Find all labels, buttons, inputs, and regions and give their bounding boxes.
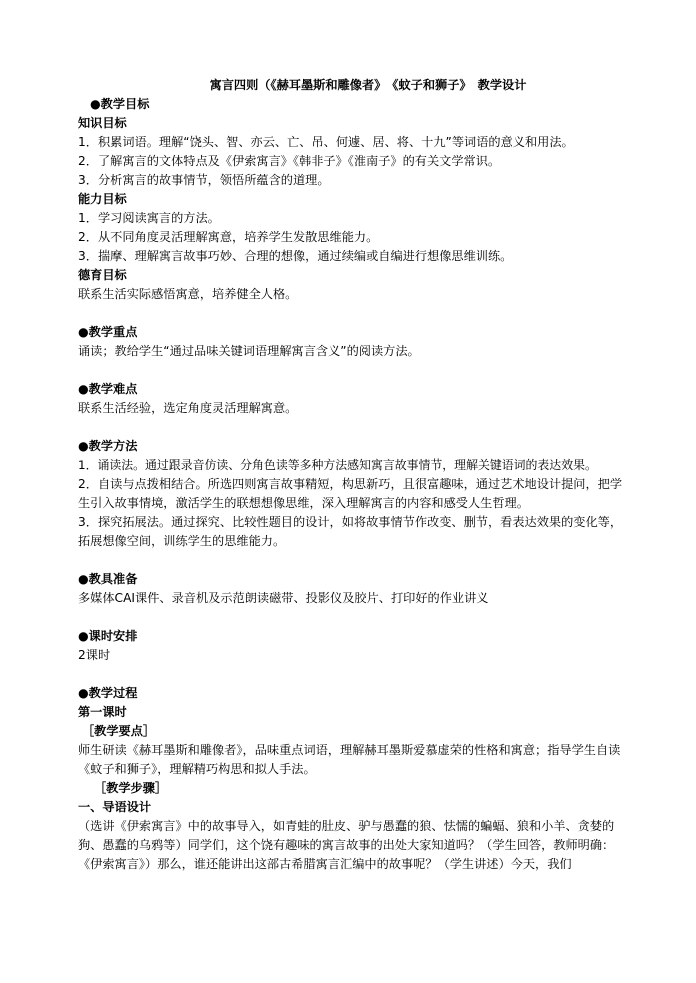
step1-label: 一、导语设计 [78,800,152,814]
methods-heading: ●教学方法 [78,439,138,453]
knowledge-goals-label: 知识目标 [78,116,127,130]
step1-text: （选讲《伊索寓言》中的故事导入，如青蛙的肚皮、驴与愚蠢的狼、怯懦的蝙蝠、狼和小羊、贪婪的狗、愚蠢的乌鸦等）同学们，这个饶有趣味的寓言故事的出处大家知道吗？（学生回答，教师明确：《伊索寓言》）那么，谁还能讲出这部古希腊寓言汇编中的故事呢？（学生讲述）今天，我们 [78,819,615,871]
difficulties-heading: ●教学难点 [78,382,138,396]
knowledge-goal-item: 3．分析寓言的故事情节，领悟所蕴含的道理。 [78,173,330,187]
equipment-text: 多媒体CAI课件、录音机及示范朗读磁带、投影仪及胶片、打印好的作业讲义 [78,591,489,605]
schedule-text: 2课时 [78,648,111,662]
document-title: 寓言四则（《赫耳墨斯和雕像者》 《蚊子和狮子》 教学设计 [209,78,527,92]
moral-goals-label: 德育目标 [78,268,127,282]
process-heading: ●教学过程 [78,686,138,700]
first-lesson-label: 第一课时 [78,705,127,719]
knowledge-goal-item: 2．了解寓言的文体特点及《伊索寓言》《韩非子》《淮南子》的有关文学常识。 [78,154,501,168]
essentials-label: ［教学要点］ [82,724,156,738]
moral-goal-text: 联系生活实际感悟寓意，培养健全人格。 [78,287,298,301]
ability-goal-item: 1．学习阅读寓言的方法。 [78,211,220,225]
ability-goal-item: 3．揣摩、理解寓言故事巧妙、合理的想像，通过续编或自编进行想像思维训练。 [78,249,513,263]
steps-label: ［教学步骤］ [94,781,168,795]
difficulties-text: 联系生活经验，选定角度灵活理解寓意。 [78,401,298,415]
goals-heading: ●教学目标 [90,97,150,111]
key-points-text: 诵读；教给学生“通过品味关键词语理解寓言含义”的阅读方法。 [78,344,420,358]
document-page [78,76,628,874]
key-points-heading: ●教学重点 [78,325,138,339]
method-item: 2．自读与点拨相结合。所选四则寓言故事精短，构思新巧，且很富趣味，通过艺术地设计提问，把学生引入故事情境，激活学生的联想想像思维，深入理解寓言的内容和感受人生哲理。 [78,477,623,510]
ability-goal-item: 2．从不同角度灵活理解寓意，培养学生发散思维能力。 [78,230,379,244]
method-item: 3．探究拓展法。通过探究、比较性题目的设计，如将故事情节作改变、删节，看表达效果的变化等，拓展想像空间，训练学生的思维能力。 [78,515,623,548]
equipment-heading: ●教具准备 [78,572,138,586]
ability-goals-label: 能力目标 [78,192,127,206]
method-item: 1．诵读法。通过跟录音仿读、分角色读等多种方法感知寓言故事情节，理解关键语词的表达效果。 [78,458,597,472]
knowledge-goal-item: 1．积累词语。理解“饶头、智、亦云、亡、吊、何遽、居、将、十九”等词语的意义和用法。 [78,135,574,149]
essentials-text: 师生研读《赫耳墨斯和雕像者》，品味重点词语，理解赫耳墨斯爱慕虚荣的性格和寓意；指导学生自读《蚊子和狮子》，理解精巧构思和拟人手法。 [78,743,621,776]
schedule-heading: ●课时安排 [78,629,138,643]
